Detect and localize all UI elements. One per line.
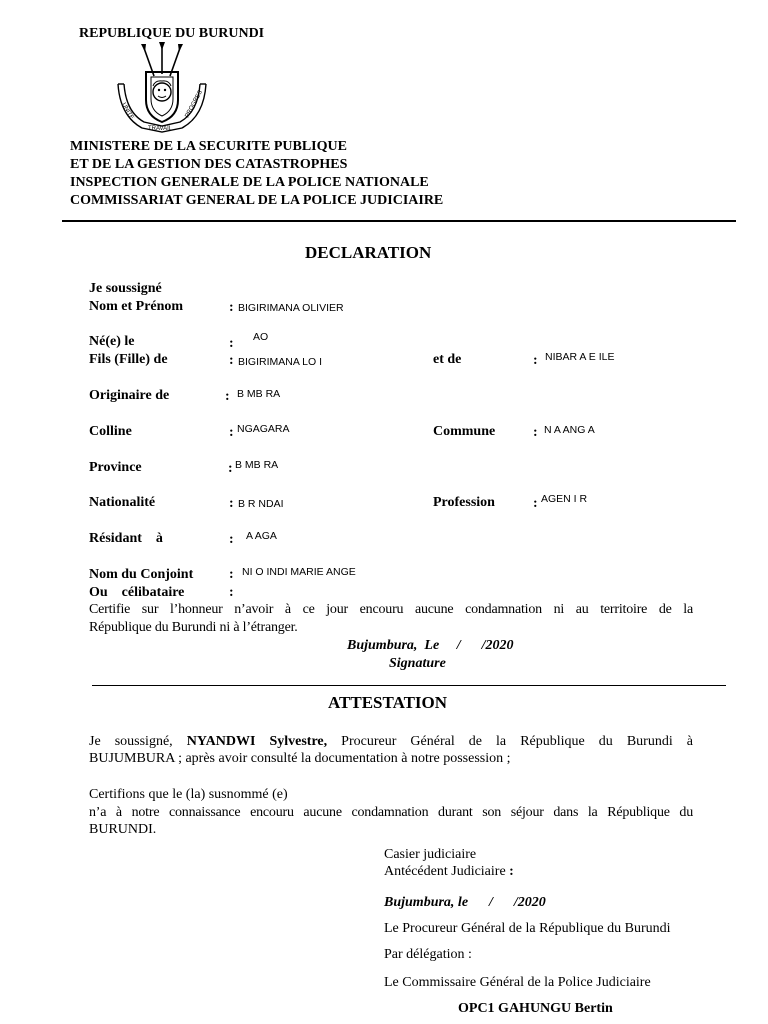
- coat-of-arms-seal: [108, 42, 216, 134]
- nationalite-colon: :: [229, 496, 234, 511]
- province-value: B MB RA: [235, 459, 279, 471]
- header-line-ministry: MINISTERE DE LA SECURITE PUBLIQUE: [70, 139, 347, 154]
- ne-colon: :: [229, 336, 234, 351]
- declaration-title: DECLARATION: [305, 243, 432, 262]
- conjoint-colon: :: [229, 567, 234, 582]
- header-line-commissariat: COMMISSARIAT GENERAL DE LA POLICE JUDICIAIRE: [70, 193, 444, 208]
- section-divider: [92, 685, 726, 686]
- svg-text:UNITE: UNITE: [120, 102, 135, 121]
- nationalite-value: B R NDAI: [238, 498, 284, 510]
- nom-colon: :: [229, 300, 234, 315]
- attestation-paragraph-1-line-2: BUJUMBURA ; après avoir consulté la documentation à notre possession ;: [89, 751, 511, 766]
- declaration-place-date: Bujumbura, Le / /2020: [347, 638, 514, 653]
- attestation-paragraph-2-line-2: n’a à notre connaissance encouru aucune condamnation durant son séjour dans la République du: [89, 805, 693, 820]
- etde-value: NIBAR A E ILE: [545, 351, 615, 363]
- header-line-catastrophes: ET DE LA GESTION DES CATASTROPHES: [70, 157, 348, 172]
- etde-colon: :: [533, 353, 538, 368]
- attestation-paragraph-1-line-1: [89, 734, 693, 750]
- attestation-place-date: Bujumbura, le / /2020: [384, 895, 546, 910]
- resident-label: Résidant à: [89, 531, 163, 546]
- conjoint-value: NI O INDI MARIE ANGE: [242, 566, 356, 578]
- procureur-name: NYANDWI Sylvestre,: [186, 734, 328, 749]
- originaire-label: Originaire de: [89, 388, 170, 403]
- commune-colon: :: [533, 425, 538, 440]
- nom-value: BIGIRIMANA OLIVIER: [238, 302, 344, 314]
- fils-label: Fils (Fille) de: [89, 352, 168, 367]
- nom-label: Nom et Prénom: [89, 299, 184, 314]
- declaration-signature: Signature: [389, 656, 446, 671]
- commune-label: Commune: [433, 424, 496, 439]
- colline-value: NGAGARA: [237, 423, 290, 435]
- p1-prefix: Je soussigné,: [89, 734, 187, 749]
- province-colon: :: [228, 461, 233, 476]
- fils-colon: :: [229, 353, 234, 368]
- profession-colon: :: [533, 496, 538, 511]
- certify-line-1: Certifie sur l’honneur n’avoir à ce jour encouru aucune condamnation ni au territoire de la: [89, 602, 693, 617]
- svg-text:PROGRES: PROGRES: [184, 89, 204, 119]
- profession-value: AGEN I R: [541, 493, 588, 505]
- profession-label: Profession: [433, 495, 495, 510]
- etde-label: et de: [433, 352, 462, 367]
- province-label: Province: [89, 460, 142, 475]
- antecedent-colon: :: [509, 864, 514, 879]
- casier-judiciaire: Casier judiciaire: [384, 847, 477, 862]
- commissaire-general-title: Le Commissaire Général de la Police Judiciaire: [384, 975, 651, 990]
- conjoint-label: Nom du Conjoint: [89, 567, 194, 582]
- ne-label: Né(e) le: [89, 334, 135, 349]
- resident-colon: :: [229, 532, 234, 547]
- certify-line-2: République du Burundi ni à l’étranger.: [89, 620, 298, 635]
- attestation-paragraph-2-line-3: BURUNDI.: [89, 822, 157, 837]
- nationalite-label: Nationalité: [89, 495, 156, 510]
- header-line-inspection: INSPECTION GENERALE DE LA POLICE NATIONALE: [70, 175, 429, 190]
- ne-value: AO: [253, 331, 269, 343]
- je-soussigne-label: Je soussigné: [89, 281, 162, 296]
- colline-colon: :: [229, 425, 234, 440]
- signatory-name: OPC1 GAHUNGU Bertin: [458, 1001, 613, 1016]
- antecedent-label: Antécédent Judiciaire: [384, 864, 510, 879]
- header-divider: [62, 220, 736, 222]
- p1-rest: Procureur Général de la République du Burundi à: [327, 734, 693, 749]
- par-delegation: Par délégation :: [384, 947, 472, 962]
- procureur-general-title: Le Procureur Général de la République du Burundi: [384, 921, 671, 936]
- attestation-paragraph-2-line-1: Certifions que le (la) susnommé (e): [89, 787, 288, 802]
- antecedent-judiciaire: [384, 864, 514, 880]
- originaire-value: B MB RA: [237, 388, 281, 400]
- fils-value: BIGIRIMANA LO I: [238, 356, 323, 368]
- originaire-colon: :: [225, 389, 230, 404]
- svg-text:TRAVAIL: TRAVAIL: [148, 126, 173, 132]
- attestation-title: ATTESTATION: [328, 693, 448, 712]
- celibataire-label: Ou célibataire: [89, 585, 185, 600]
- colline-label: Colline: [89, 424, 132, 439]
- resident-value: A AGA: [246, 530, 277, 542]
- republic-title: REPUBLIQUE DU BURUNDI: [79, 26, 265, 41]
- celibataire-colon: :: [229, 585, 234, 600]
- commune-value: N A ANG A: [544, 424, 595, 436]
